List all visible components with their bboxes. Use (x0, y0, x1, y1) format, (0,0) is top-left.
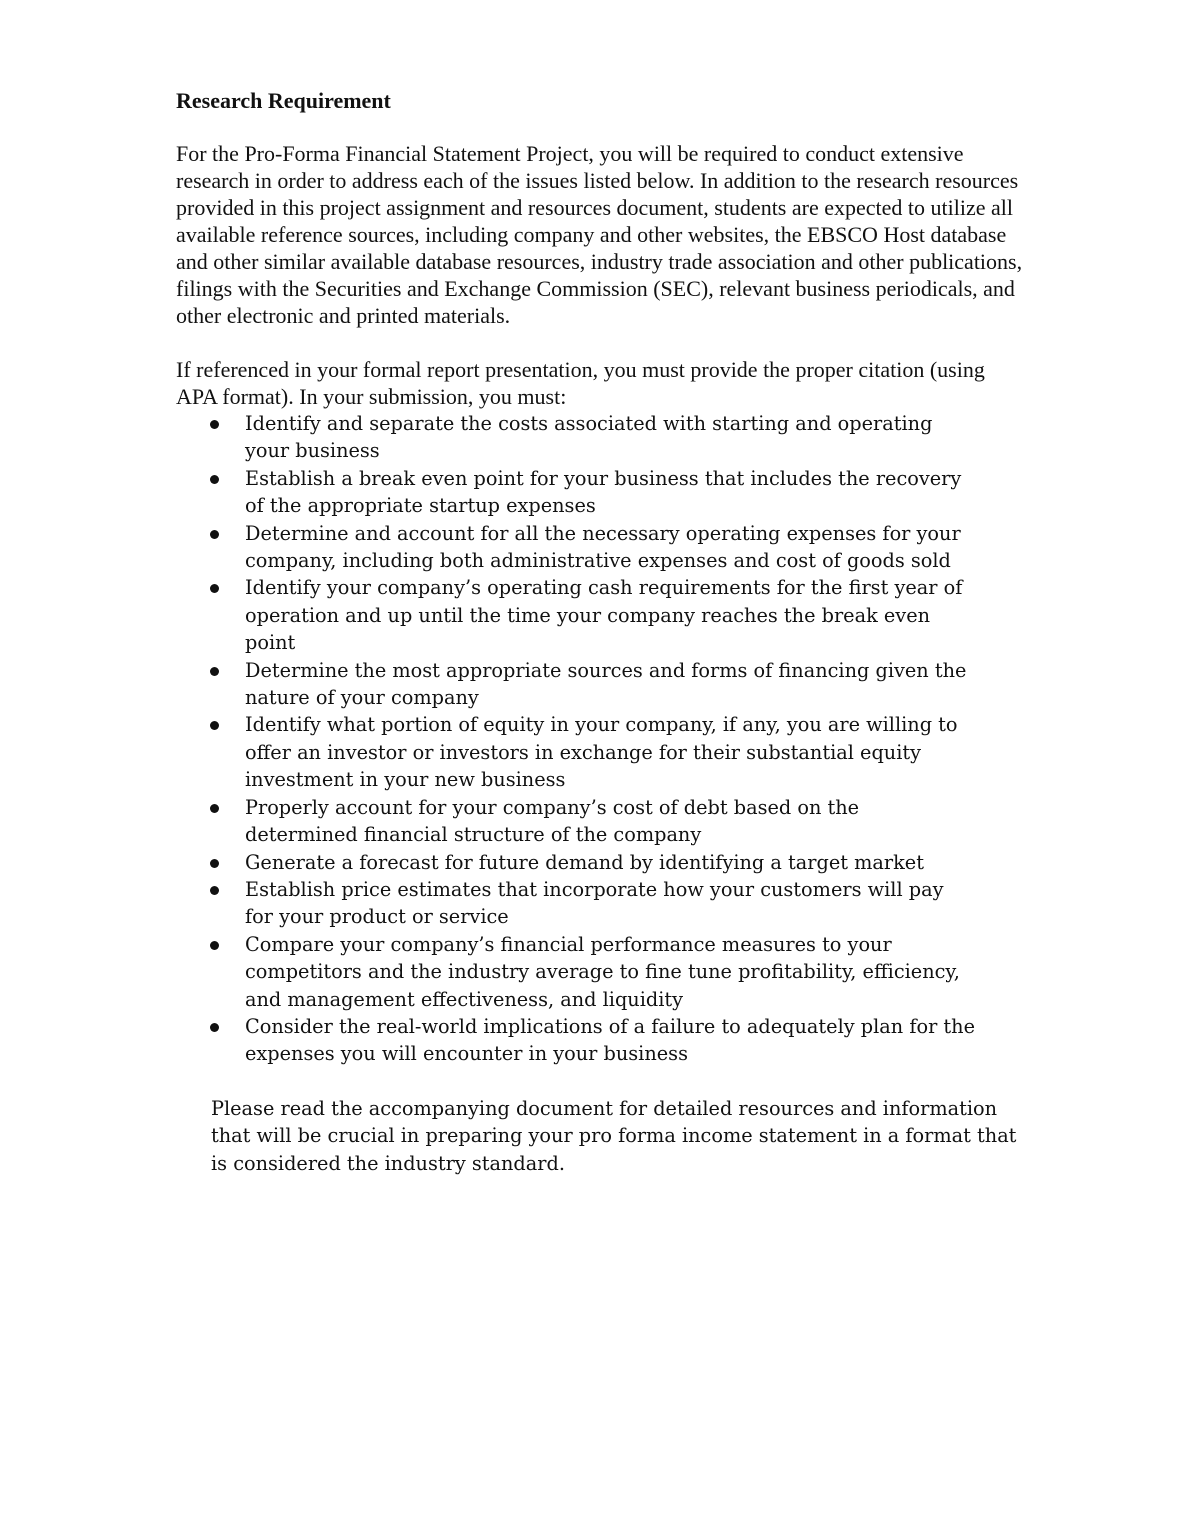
list-item (176, 876, 976, 931)
bullet-icon (210, 721, 219, 730)
list-item-text: Generate a forecast for future demand by identifying a target market (245, 850, 924, 874)
list-item (176, 794, 976, 849)
bullet-icon (210, 667, 219, 676)
bullet-icon (210, 1023, 219, 1032)
list-item-text: Determine and account for all the necessary operating expenses for your company, including both administrative expenses and cost of goods sold (245, 521, 961, 573)
requirements-list (176, 410, 976, 1068)
list-item-text: Determine the most appropriate sources and forms of financing given the nature of your company (245, 658, 967, 710)
list-item-text: Establish a break even point for your business that includes the recovery of the appropriate startup expenses (245, 466, 962, 518)
intro-paragraph: For the Pro-Forma Financial Statement Project, you will be required to conduct extensive research in order to address each of the issues listed below. In addition to the research resources provided in this project assignment and resources document, students are expected to utilize all available reference sources, including company and other websites, the EBSCO Host database and other similar available database resources, industry trade association and other publications, filings with the Securities and Exchange Commission (SEC), relevant business periodicals, and other electronic and printed materials. (176, 141, 1023, 328)
list-item-text: Properly account for your company’s cost of debt based on the determined financial structure of the company (245, 795, 860, 847)
bullet-icon (210, 804, 219, 813)
document-body (176, 86, 1026, 1196)
bullet-icon (210, 886, 219, 895)
bullet-icon (210, 420, 219, 429)
list-item (176, 657, 976, 712)
bullet-icon (210, 530, 219, 539)
bullet-icon (210, 475, 219, 484)
list-item (176, 849, 976, 876)
document-title: Research Requirement (176, 88, 391, 113)
list-item (176, 465, 976, 520)
list-item (176, 1013, 976, 1068)
closing-paragraph: Please read the accompanying document for detailed resources and information that will be crucial in preparing your pro forma income statement in a format that is considered the industry standard. (211, 1096, 1017, 1175)
bullet-icon (210, 584, 219, 593)
list-item (176, 410, 976, 465)
list-item (176, 574, 976, 656)
list-item-text: Identify your company’s operating cash requirements for the first year of operation and up until the time your company reaches the break even point (245, 576, 963, 655)
list-item-text: Establish price estimates that incorporate how your customers will pay for your product or service (245, 877, 944, 929)
list-item-text: Identify and separate the costs associated with starting and operating your business (245, 412, 933, 463)
bullet-icon (210, 941, 219, 950)
list-item-text: Identify what portion of equity in your company, if any, you are willing to offer an investor or investors in exchange for their substantial equity investment in your new business (245, 713, 958, 792)
list-item (176, 520, 976, 575)
list-item (176, 931, 976, 1013)
citation-paragraph: If referenced in your formal report presentation, you must provide the proper citation (using APA format). In your submission, you must: (176, 357, 985, 409)
list-item (176, 711, 976, 793)
list-item-text: Consider the real-world implications of a failure to adequately plan for the expenses you will encounter in your business (245, 1014, 975, 1066)
list-item-text: Compare your company’s financial performance measures to your competitors and the industry average to fine tune profitability, efficiency, and management effectiveness, and liquidity (245, 932, 960, 1011)
bullet-icon (210, 859, 219, 868)
